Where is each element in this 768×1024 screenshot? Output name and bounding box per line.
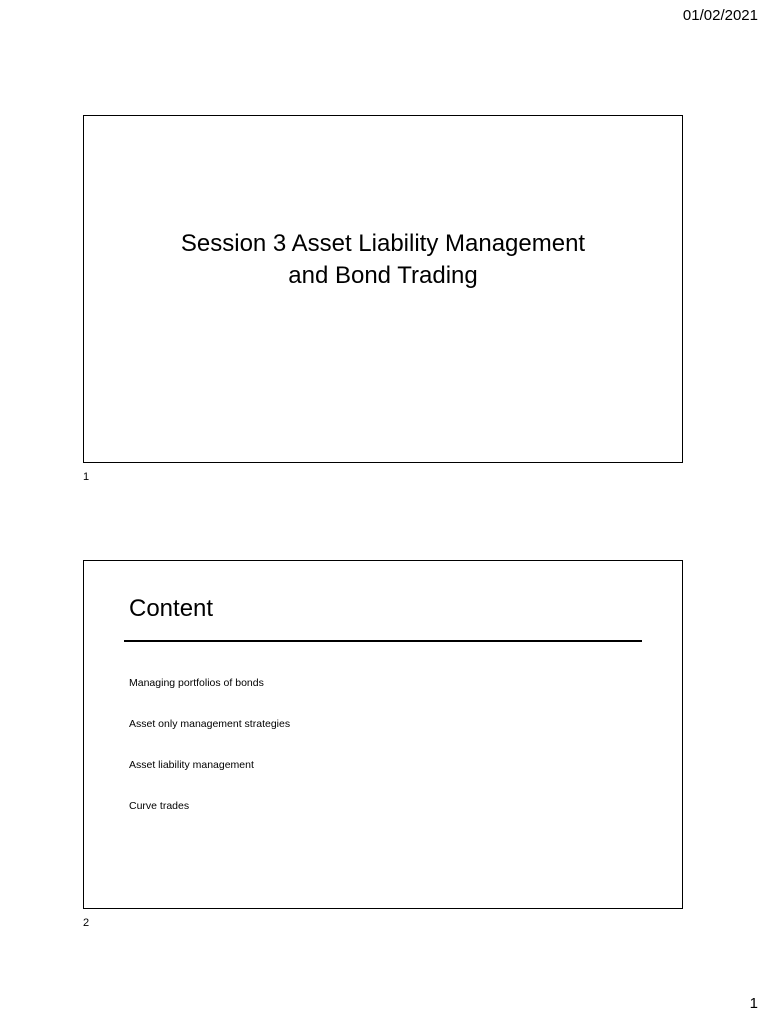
slide-2 — [83, 560, 683, 909]
slide-title-line-1: Session 3 Asset Liability Management — [180, 230, 586, 257]
page-date: 01/02/2021 — [682, 7, 758, 24]
slide-heading: Content — [129, 595, 214, 622]
slide-1 — [83, 115, 683, 463]
list-item: Curve trades — [129, 800, 190, 812]
heading-divider — [124, 640, 642, 642]
list-item: Asset only management strategies — [129, 718, 291, 730]
content-list — [129, 676, 290, 840]
list-item: Asset liability management — [129, 759, 254, 771]
page-number: 1 — [749, 995, 758, 1012]
slide-title — [84, 228, 682, 292]
slide-number-2: 2 — [83, 917, 90, 929]
slide-number-1: 1 — [83, 471, 90, 483]
list-item: Managing portfolios of bonds — [129, 677, 264, 689]
slide-title-line-2: and Bond Trading — [288, 262, 478, 289]
